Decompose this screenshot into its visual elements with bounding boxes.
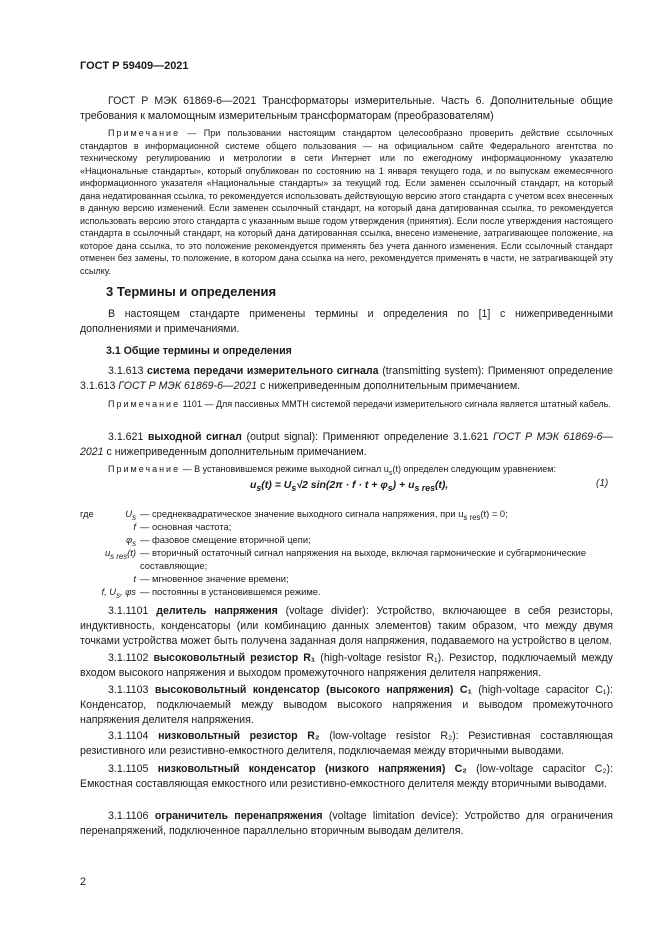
term-ref: ГОСТ Р МЭК 61869-6—2021: [118, 380, 258, 392]
section-title: 3 Термины и определения: [106, 284, 277, 299]
def-1105: 3.1.1105 низковольтный конденсатор (низкого напряжения) C₂ (low-voltage capacitor C₂): Емкостная составляющая емкостного или резистивно-емкостного делителя между вторичными выводами.: [80, 763, 613, 790]
def-1106: 3.1.1106 ограничитель перенапряжения (voltage limitation device): Устройство для ограничения перенапряжений, подключенное параллельно вторичным выводам делителя.: [80, 810, 613, 837]
term-name: система передачи измерительного сигнала: [147, 365, 379, 377]
reference-note: [80, 127, 613, 277]
equation: $u_s(t) = U_s√2$ $\sin(2\pi \cdot f \cdot t + \varphi_s) + u_{s res}(t)$,: [250, 479, 449, 494]
def-1104: 3.1.1104 низковольтный резистор R₂ (low-voltage resistor R₂): Резистивная составляющая резистивного или резистивно-емкостного делителя, подключаемая между вторичными выводами.: [80, 730, 613, 757]
note-label: Примечание: [108, 399, 181, 409]
document-header: ГОСТ Р 59409—2021: [80, 60, 189, 72]
note-sub: s: [388, 467, 393, 477]
section-intro: В настоящем стандарте применены термины и определения по [1] с нижеприведенными дополнениями и примечаниями.: [80, 308, 613, 335]
reference-entry: ГОСТ Р МЭК 61869-6—2021 Трансформаторы измерительные. Часть 6. Дополнительные общие требования к маломощным измерительным трансформаторам (преобразователям): [80, 95, 613, 122]
note-text: 1101 — Для пассивных ММТН системой передачи измерительного сигнала является штатный кабель.: [180, 399, 611, 409]
def-1101: 3.1.1101 делитель напряжения (voltage divider): Устройство, включающее в себя резисторы, индуктивность, конденсаторы (или комбинацию данных элементов) таким образом, что между двумя точками устройства может быть получена заданная доля напряжения, подаваемого на устройство в целом.: [80, 605, 613, 647]
term-tail: с нижеприведенным дополнительным примечанием.: [103, 446, 367, 458]
term-name: выходной сигнал: [147, 431, 242, 443]
note-text: — В установившемся режиме выходной сигнал u: [180, 464, 389, 474]
note-label: Примечание: [108, 464, 181, 474]
term-text: (transmitting system): Применяют определение 3.1.613: [80, 365, 613, 392]
def-1102: 3.1.1102 высоковольтный резистор R₁ (high-voltage resistor R₁). Резистор, подключаемый между входом высокого напряжения и выходом промежуточного напряжения делителя напряжения.: [80, 652, 613, 679]
term-621: [80, 430, 613, 460]
note-1101: [80, 398, 613, 411]
note-tail: (t) определен следующим уравнением:: [392, 464, 556, 474]
note-621: [80, 463, 613, 479]
term-number: 3.1.613: [108, 365, 148, 377]
equation-number: (1): [596, 478, 609, 489]
document-page: ГОСТ Р 59409—2021 ГОСТ Р МЭК 61869-6—2021 Трансформаторы измерительные. Часть 6. Дополнительные общие требования к маломощным измерительным трансформаторам (преобразователям) Примечание — При пользовании настоящим стандартом целесообразно проверить действие ссылочных стандартов в информационной системе общего пользования — на официальном сайте Федерального агентства по техническому регулированию и метрологии в сети Интернет или по ежегодному информационному указателю «Национальные стандарты», который опубликован по состоянию на 1 января текущего года, и по выпускам ежемесячного информационного указателя «Национальные стандарты» за текущий год. Если заменен ссылочный стандарт, на который дана недатированная ссылка, то рекомендуется использовать действующую версию этого стандарта с учетом всех внесенных в данную версию изменений. Если заменен ссылочный стандарт, на который дана датированная ссылка, то рекомендуется использовать версию этого стандарта с указанным выше годом утверждения (принятия). Если после утверждения настоящего стандарта в ссылочный стандарт, на который дана датированная ссылка, внесено изменение, затрагивающее положение, на которое дана ссылка, то это положение рекомендуется применять без учета данного изменения. Если ссылочный стандарт отменен без замены, то положение, в котором дана ссылка на него, рекомендуется применять в части, не затрагивающей эту ссылку. 3 Термины и определения В настоящем стандарте применены термины и определения по [1] с нижеприведенными дополнениями и примечаниями. 3.1 Общие термины и определения 3.1.613 система передачи измерительного сигнала (transmitting system): Применяют определение 3.1.613 ГОСТ Р МЭК 61869-6—2021 с нижеприведенным дополнительным примечанием. Примечание 1101 — Для пассивных ММТН системой передачи измерительного сигнала является штатный кабель. 3.1.621 выходной сигнал (output signal): Применяют определение 3.1.621 ГОСТ Р МЭК 61869-6—2021 с нижеприведенным дополнительным примечанием. Примечание — В установившемся режиме выходной сигнал $u_s(t)$ определен следующим уравнением: $u_s(t) = U_s√2$ $\sin(2\pi \cdot f \cdot t + \varphi_s) + u_{s res}(t)$, (1) где $U_s$ — среднеквадратическое значение выходного сигнала напряжения, при $u_{s res}(t) = 0$; f — основная частота; $\varphi_s$ — фазовое смещение вторичной цепи; $u_{s res}(t)$ — вторичный остаточный сигнал напряжения на выходе, включая гармонические и субгармонические составляющие; t — мгновенное значение времени; f, $U_s$, φs — постоянны в установившемся режиме. 3.1.1101 делитель напряжения (voltage divider): Устройство, включающее в себя резисторы, индуктивность, конденсаторы (или комбинацию данных элементов) таким образом, что между двумя точками устройства может быть получена заданная доля напряжения, подаваемого на устройство в целом. 3.1.1102 высоковольтный резистор R₁ (high-voltage resistor R₁). Резистор, подключаемый между входом высокого напряжения и выходом промежуточного напряжения делителя напряжения. 3.1.1103 высоковольтный конденсатор (высокого напряжения) C₁ (high-voltage capacitor C₁): Конденсатор, подключаемый между выводом высокого напряжения и выводом промежуточного напряжения делителя напряжения. 3.1.1104 низковольтный резистор R₂ (low-voltage resistor R₂): Резистивная составляющая резистивного или резистивно-емкостного делителя, подключаемая между вторичными выводами. 3.1.1105 низковольтный конденсатор (низкого напряжения) C₂ (low-voltage capacitor C₂): Емкостная составляющая емкостного или резистивно-емкостного делителя между вторичными выводами. 3.1.1106 ограничитель перенапряжения (voltage limitation device): Устройство для ограничения перенапряжений, подключенное параллельно вторичным выводам делителя. 2: [80, 60, 613, 888]
term-tail: с нижеприведенным дополнительным примечанием.: [257, 380, 521, 392]
term-text: (output signal): Применяют определение 3.1.621: [241, 431, 493, 443]
note-text: — При пользовании настоящим стандартом целесообразно проверить действие ссылочных стандартов в информационной системе общего пользования — на официальном сайте Федерального агентства по техническому регулированию и метрологии в сети Интернет или по ежегодному информационному указателю «Национальные стандарты», который опубликован по состоянию на 1 января текущего года, и по выпускам ежемесячного информационного указателя «Национальные стандарты» за текущий год. Если заменен ссылочный стандарт, на который дана недатированная ссылка, то рекомендуется использовать действующую версию этого стандарта с учетом всех внесенных в данную версию изменений. Если заменен ссылочный стандарт, на который дана датированная ссылка, то рекомендуется использовать версию этого стандарта с указанным выше годом утверждения (принятия). Если после утверждения настоящего стандарта в ссылочный стандарт, на который дана датированная ссылка, внесено изменение, затрагивающее положение, на которое дана ссылка, то это положение рекомендуется применять без учета данного изменения. Если ссылочный стандарт отменен без замены, то положение, в котором дана ссылка на него, рекомендуется применять в части, не затрагивающей эту ссылку.: [80, 128, 613, 276]
term-number: 3.1.621: [108, 431, 148, 443]
term-ref: ГОСТ Р МЭК 61869-6—2021: [80, 431, 613, 458]
note-label: Примечание: [108, 128, 181, 138]
page-number: 2: [80, 876, 86, 888]
where-label: где: [80, 508, 94, 519]
subsection-title: 3.1 Общие термины и определения: [106, 345, 292, 357]
def-1103: 3.1.1103 высоковольтный конденсатор (высокого напряжения) C₁ (high-voltage capacitor C₁): Конденсатор, подключаемый между выводом высокого напряжения и выводом промежуточного напряжения делителя напряжения.: [80, 684, 613, 726]
term-613: [80, 364, 613, 394]
